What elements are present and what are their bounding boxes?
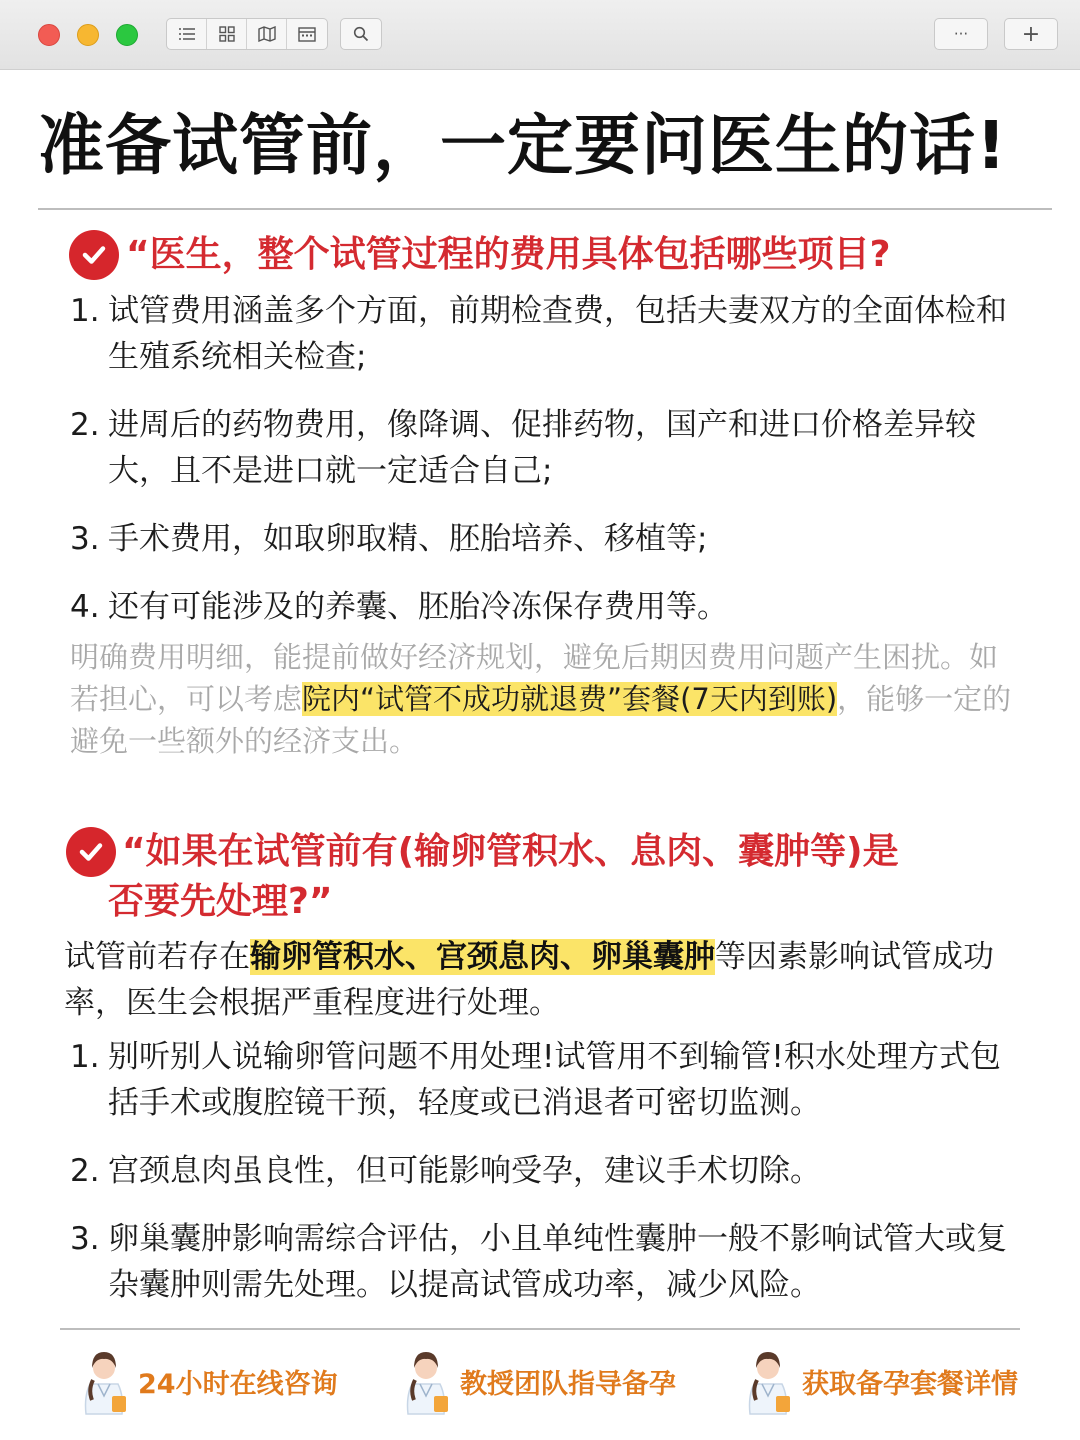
list-view-icon bbox=[178, 26, 196, 42]
grid-view-button[interactable] bbox=[207, 19, 247, 49]
footer-label: 教授团队指导备孕 bbox=[460, 1368, 676, 1400]
window-titlebar bbox=[0, 0, 1080, 70]
section1-question: “医生，整个试管过程的费用具体包括哪些项目? bbox=[126, 234, 891, 275]
close-window-button[interactable] bbox=[38, 24, 60, 46]
doctor-avatar-icon bbox=[740, 1344, 800, 1418]
list-item-number: 3. bbox=[70, 521, 100, 557]
list-item bbox=[70, 288, 1030, 380]
list-item bbox=[70, 1148, 1030, 1194]
note-text: 明确费用明细，能提前做好经济规划，避免后期因费用问题产生困扰。如若担心，可以考虑 bbox=[70, 640, 999, 716]
professor-team-link[interactable] bbox=[398, 1344, 676, 1418]
search-button[interactable] bbox=[341, 19, 381, 49]
list-item-text: 别听别人说输卵管问题不用处理!试管用不到输管!积水处理方式包括手术或腹腔镜干预，轻度或已消退者可密切监测。 bbox=[108, 1039, 1001, 1121]
note-text-end: ，能够一定的避免一些额外的经济支出。 bbox=[70, 682, 1012, 758]
list-item-text: 宫颈息肉虽良性，但可能影响受孕，建议手术切除。 bbox=[108, 1153, 821, 1189]
list-item-number: 2. bbox=[70, 1153, 100, 1189]
page-title: 准备试管前，一定要问医生的话! bbox=[38, 107, 1008, 184]
check-icon bbox=[69, 230, 119, 280]
title-divider bbox=[38, 208, 1052, 210]
list-item-text: 还有可能涉及的养囊、胚胎冷冻保存费用等。 bbox=[108, 589, 728, 625]
lead-text-end: 等因素影响试管成功率，医生会根据严重程度进行处理。 bbox=[64, 939, 994, 1021]
section2-question-cont: 否要先处理?” bbox=[108, 881, 333, 922]
footer-label: 获取备孕套餐详情 bbox=[802, 1368, 1018, 1400]
footer-divider bbox=[60, 1328, 1020, 1330]
cost-note bbox=[70, 636, 1020, 762]
lead-text: 试管前若存在 bbox=[64, 939, 250, 975]
doctor-avatar-icon bbox=[398, 1344, 458, 1418]
list-item-text: 卵巢囊肿影响需综合评估，小且单纯性囊肿一般不影响试管大或复杂囊肿则需先处理。以提高试管成功率，减少风险。 bbox=[108, 1221, 1007, 1303]
list-view-button[interactable] bbox=[167, 19, 207, 49]
list-item bbox=[70, 1216, 1030, 1308]
footer-label: 24小时在线咨询 bbox=[138, 1368, 338, 1400]
package-details-link[interactable] bbox=[740, 1344, 1018, 1418]
list-item-number: 3. bbox=[70, 1221, 100, 1257]
add-button[interactable]: + bbox=[1021, 21, 1041, 47]
section2-lead bbox=[64, 934, 1024, 1026]
list-item-number: 2. bbox=[70, 407, 100, 443]
grid-view-icon bbox=[219, 26, 235, 42]
conditions-highlight: 输卵管积水、宫颈息肉、卵巢囊肿 bbox=[250, 939, 715, 975]
more-group bbox=[934, 18, 988, 50]
zoom-window-button[interactable] bbox=[116, 24, 138, 46]
view-switcher bbox=[166, 18, 328, 50]
list-item-number: 1. bbox=[70, 293, 100, 329]
calendar-view-icon bbox=[298, 26, 316, 42]
add-group bbox=[1004, 18, 1058, 50]
list-item-number: 1. bbox=[70, 1039, 100, 1075]
section2-question: “如果在试管前有(输卵管积水、息肉、囊肿等)是 bbox=[122, 831, 899, 872]
consult-link[interactable] bbox=[76, 1344, 338, 1418]
list-item-text: 进周后的药物费用，像降调、促排药物，国产和进口价格差异较大，且不是进口就一定适合自己; bbox=[108, 407, 976, 489]
search-group bbox=[340, 18, 382, 50]
list-item bbox=[70, 1034, 1030, 1126]
list-item-number: 4. bbox=[70, 589, 100, 625]
map-view-button[interactable] bbox=[247, 19, 287, 49]
minimize-window-button[interactable] bbox=[77, 24, 99, 46]
check-icon bbox=[66, 827, 116, 877]
calendar-view-button[interactable] bbox=[287, 19, 327, 49]
search-icon bbox=[353, 26, 369, 42]
list-item bbox=[70, 516, 1030, 562]
list-item bbox=[70, 584, 1030, 630]
refund-package-highlight: 院内“试管不成功就退费”套餐(7天内到账) bbox=[302, 682, 838, 716]
list-item bbox=[70, 402, 1030, 494]
list-item-text: 手术费用，如取卵取精、胚胎培养、移植等; bbox=[108, 521, 708, 557]
more-button[interactable]: ··· bbox=[953, 25, 969, 43]
list-item-text: 试管费用涵盖多个方面，前期检查费，包括夫妻双方的全面体检和生殖系统相关检查; bbox=[108, 293, 1007, 375]
map-view-icon bbox=[258, 26, 276, 42]
doctor-avatar-icon bbox=[76, 1344, 136, 1418]
